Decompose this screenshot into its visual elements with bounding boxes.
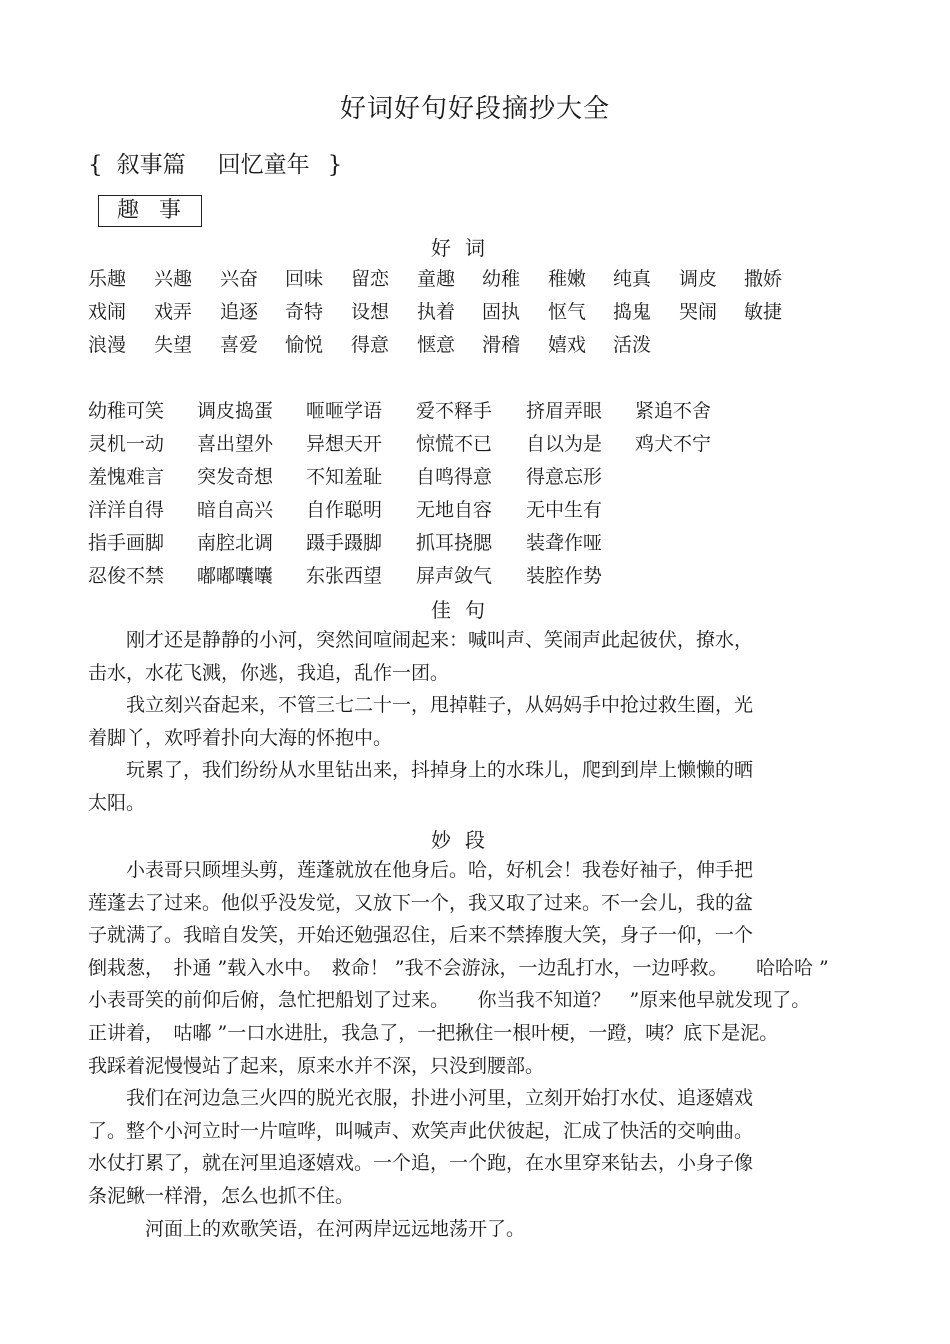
phrase-item: 灵机一动 — [88, 433, 165, 455]
paragraph-line: 了。整个小河立时一片喧哗，叫喊声、欢笑声此伏彼起，汇成了快活的交响曲。 — [88, 1119, 754, 1142]
phrase-item: 东张西望 — [306, 565, 383, 587]
phrase-item: 得意忘形 — [526, 466, 603, 488]
phrase-item: 蹑手蹑脚 — [306, 532, 383, 554]
phrase-item: 自鸣得意 — [416, 466, 493, 488]
paragraph-line: 子就满了。我暗自发笑，开始还勉强忍住，后来不禁捧腹大笑，身子一仰，一个 — [88, 924, 754, 947]
phrase-item: 自作聪明 — [306, 499, 383, 521]
phrase-item: 咂咂学语 — [306, 400, 383, 422]
paragraph-line: 小表哥笑的前仰后俯，急忙把船划了过来。 你当我不知道？ ”原来他早就发现了。 — [88, 989, 811, 1012]
phrase-item: 喜出望外 — [197, 433, 274, 455]
paragraph-line: 我踩着泥慢慢站了起来，原来水并不深，只没到腰部。 — [88, 1054, 545, 1077]
word-item: 戏弄 — [154, 301, 193, 323]
phrase-item: 惊慌不已 — [416, 433, 493, 455]
document-title: 好词好句好段摘抄大全 — [339, 94, 610, 124]
word-item: 哭闹 — [679, 301, 718, 323]
sentence-line: 刚才还是静静的小河，突然间喧闹起来：喊叫声、笑闹声此起彼伏，撩水， — [88, 629, 754, 651]
good-sentences-label: 佳句 — [431, 598, 499, 622]
sentence-line: 着脚丫，欢呼着扑向大海的怀抱中。 — [88, 726, 393, 749]
word-item: 追逐 — [220, 301, 259, 323]
word-item: 回味 — [285, 268, 324, 290]
phrase-item: 无地自容 — [416, 499, 493, 521]
word-item: 留恋 — [351, 268, 390, 290]
sentence-line: 玩累了，我们纷纷从水里钻出来，抖掉身上的水珠儿，爬到到岸上懒懒的晒 — [88, 759, 754, 782]
phrase-item: 幼稚可笑 — [88, 400, 165, 422]
phrase-item: 不知羞耻 — [306, 466, 383, 488]
phrase-item: 紧追不舍 — [635, 400, 712, 422]
paragraphs-block — [88, 854, 868, 1245]
word-item: 戏闹 — [88, 301, 127, 323]
paragraph-line: 莲蓬去了过来。他似乎没发觉，又放下一个，我又取了过来。不一会儿，我的盆 — [88, 891, 754, 914]
good-paragraphs-label: 妙段 — [431, 828, 499, 852]
phrase-item: 嘟嘟囔囔 — [197, 565, 274, 587]
word-item: 敏捷 — [744, 301, 783, 323]
word-item: 奇特 — [285, 301, 324, 323]
phrase-item: 挤眉弄眼 — [526, 400, 603, 422]
paragraph-line: 正讲着， 咕嘟 ”一口水进肚，我急了，一把揪住一根叶梗，一蹬，咦？底下是泥。 — [88, 1021, 779, 1044]
word-item: 愉悦 — [285, 334, 324, 356]
word-item: 得意 — [351, 334, 390, 356]
phrase-item: 洋洋自得 — [88, 499, 165, 521]
word-item: 固执 — [482, 301, 521, 323]
sentence-line: 太阳。 — [88, 791, 146, 814]
paragraph-line: 小表哥只顾埋头剪，莲蓬就放在他身后。哈，好机会！我卷好袖子，伸手把 — [88, 859, 754, 881]
word-item: 喜爱 — [220, 334, 259, 356]
phrase-item: 异想天开 — [306, 433, 383, 455]
phrase-item: 羞愧难言 — [88, 466, 165, 488]
word-item: 嬉戏 — [548, 334, 587, 356]
heading-part-childhood: 回忆童年 — [217, 152, 310, 178]
phrase-item: 无中生有 — [526, 499, 603, 521]
word-item: 滑稽 — [482, 334, 521, 356]
word-item: 怄气 — [548, 301, 587, 323]
phrase-item: 调皮捣蛋 — [197, 400, 274, 422]
paragraph-line: 河面上的欢歌笑语，在河两岸远远地荡开了。 — [88, 1217, 526, 1240]
word-item: 童趣 — [417, 268, 456, 290]
word-item: 乐趣 — [88, 268, 127, 290]
word-item: 设想 — [351, 301, 390, 323]
phrase-item: 暗自高兴 — [197, 499, 274, 521]
paragraph-line: 条泥鳅一样滑，怎么也抓不住。 — [88, 1184, 355, 1207]
paragraph-line: 我们在河边急三火四的脱光衣服，扑进小河里，立刻开始打水仗、追逐嬉戏 — [88, 1087, 754, 1110]
word-item: 幼稚 — [482, 268, 521, 290]
heading-close-brace: } — [327, 152, 343, 178]
word-item: 兴奋 — [220, 268, 259, 290]
phrase-item: 自以为是 — [526, 433, 603, 455]
phrase-item: 爱不释手 — [416, 400, 493, 422]
word-item: 纯真 — [613, 268, 652, 290]
word-item: 调皮 — [679, 268, 718, 290]
word-item: 撒娇 — [744, 268, 783, 290]
paragraph-line: 倒栽葱， 扑通 ”载入水中。 救命！ ”我不会游泳，一边乱打水，一边呼救。 哈哈哈 ” — [88, 956, 829, 979]
paragraph-line: 水仗打累了，就在河里追逐嬉戏。一个追，一个跑，在水里穿来钻去，小身子像 — [88, 1152, 754, 1175]
word-item: 活泼 — [613, 334, 652, 356]
phrase-item: 突发奇想 — [197, 466, 274, 488]
phrase-item: 装腔作势 — [526, 565, 603, 587]
word-item: 浪漫 — [88, 334, 127, 356]
word-item: 失望 — [154, 334, 193, 356]
topic-box-label: 趣事 — [98, 195, 202, 227]
phrase-item: 指手画脚 — [88, 532, 165, 554]
phrase-item: 装聋作哑 — [526, 532, 603, 554]
word-item: 执着 — [417, 301, 456, 323]
word-item: 兴趣 — [154, 268, 193, 290]
heading-open-brace: { — [88, 152, 103, 178]
heading-part-narrative: 叙事篇 — [116, 152, 186, 178]
word-item: 稚嫩 — [548, 268, 587, 290]
phrase-item: 忍俊不禁 — [88, 565, 165, 587]
word-item: 惬意 — [417, 334, 456, 356]
sentence-line: 击水，水花飞溅，你逃，我追，乱作一团。 — [88, 661, 450, 684]
phrase-item: 屏声敛气 — [416, 565, 493, 587]
phrase-item: 抓耳挠腮 — [416, 532, 493, 554]
sentence-line: 我立刻兴奋起来，不管三七二十一，甩掉鞋子，从妈妈手中抢过救生圈，光 — [88, 694, 754, 717]
good-words-label: 好词 — [431, 236, 499, 260]
sentences-block — [88, 624, 868, 820]
phrase-item: 鸡犬不宁 — [635, 433, 712, 455]
word-item: 捣鬼 — [613, 301, 652, 323]
section-heading — [88, 146, 342, 179]
phrase-item: 南腔北调 — [197, 532, 274, 554]
